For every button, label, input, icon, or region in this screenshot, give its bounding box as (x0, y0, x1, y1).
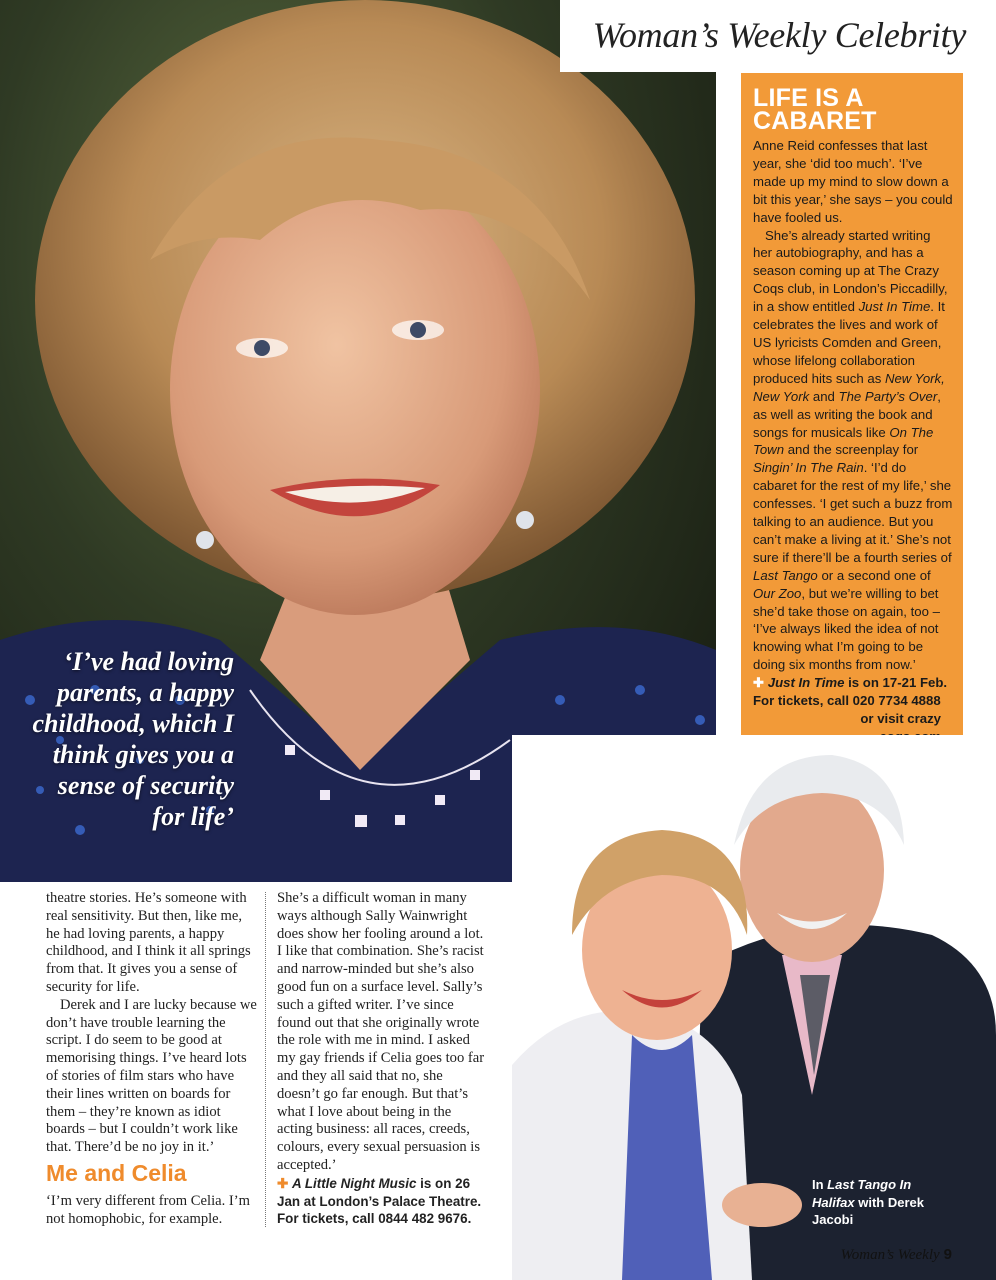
article-paragraph: She’s a difficult woman in many ways although Sally Wainwright does show her fooling around a lot. I like that combination. She’s racist and narrow-minded but she’s also good fun on a surface level. Sally’s such a gifted writer. I’ve since found out that she originally wrote the role with me in mind. I asked my gay friends if Celia goes too far and they all said that no, she doesn’t go far enough. But that’s what I love about being in the acting business: all races, creeds, colours, every sexual persuasion is accepted.’ (277, 890, 485, 1173)
cross-icon: ✚ (277, 1175, 289, 1191)
article-paragraph: ‘I’m very different from Celia. I’m not homophobic, for example. (46, 1192, 250, 1227)
page-folio (841, 1246, 952, 1264)
article-paragraph: Derek and I are lucky because we don’t have trouble learning the script. I do seem to be good at memorising things. I’ve heard lots of stories of film stars who have their lines written on boards for them – they’re known as idiot boards – but I couldn’t work like that. There’d be no joy in it.’ (46, 996, 257, 1156)
photo-caption: In Last Tango In Halifax with Derek Jacobi (812, 1177, 924, 1227)
article-column-2 (277, 890, 487, 1228)
sidebar-title: LIFE IS A CABARET (753, 84, 877, 135)
column-divider (265, 892, 266, 1227)
sidebar-body (753, 137, 953, 746)
article-column-1 (46, 890, 258, 1229)
section-subhead: Me and Celia (46, 1159, 187, 1186)
cross-icon: ✚ (753, 675, 765, 691)
page-number: 9 (943, 1246, 952, 1263)
sidebar-paragraph: She’s already started writing her autobiography, and has a season coming up at The Crazy Coqs club, in London’s Piccadilly, in a show entitled Just In Time. It celebrates the lives and work of US lyricists Comden and Green, whose lifelong collaboration produced hits such as New York, New York and The Party’s Over, as well as writing the book and songs for musicals like On The Town and the screenplay for Singin’ In The Rain. ‘I’d do cabaret for the rest of my life,’ she confesses. ‘I get such a buzz from talking to an audience. But you can’t make a living at it.’ She’s not sure if there’ll be a fourth series of Last Tango or a second one of Our Zoo, but we’re willing to bet she’d take those on again, too – ‘I’ve always liked the idea of not knowing what I’m going to be doing six months from now.’ (753, 227, 953, 673)
article-listing: ✚ A Little Night Music is on 26 Jan at London’s Palace Theatre. For tickets, call 0844 482 9676. (277, 1175, 482, 1227)
article-paragraph: theatre stories. He’s someone with real sensitivity. But then, like me, he had loving parents, a happy childhood, and I think it all springs from that. It gives you a sense of security for life. (46, 890, 251, 995)
sidebar-listing-web: or visit crazy (860, 711, 941, 726)
sidebar-listing: ✚ Just In Time is on 17-21 Feb. For tickets, call 020 7734 4888 (753, 675, 948, 709)
sidebar-paragraph: Anne Reid confesses that last year, she ‘did too much’. ‘I’ve made up my mind to slow down a bit this year,’ she says – you could have fooled us. (753, 138, 953, 225)
folio-brand: Woman’s Weekly (840, 1247, 940, 1263)
pull-quote: ‘I’ve had loving parents, a happy childhood, which I think gives you a sense of security for life’ (32, 647, 234, 831)
masthead-title: Woman’s Weekly Celebrity (592, 15, 966, 55)
masthead (560, 0, 996, 72)
